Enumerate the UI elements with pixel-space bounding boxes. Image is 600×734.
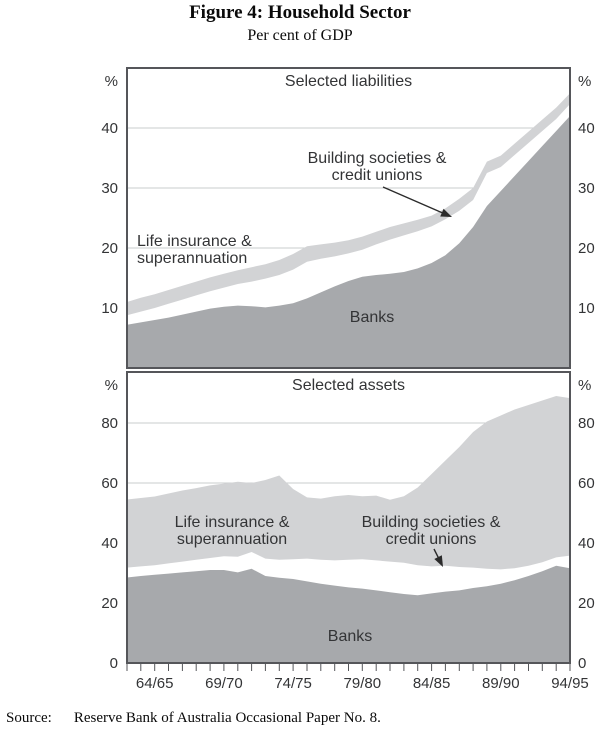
- unit-label-left: %: [104, 377, 118, 394]
- ytick-right-40: 40: [578, 120, 595, 137]
- ytick-right-30: 30: [578, 180, 595, 197]
- xtick-label-79-80: 79/80: [343, 675, 382, 692]
- annotation-text: Banks: [327, 628, 373, 645]
- ytick-left-40: 40: [101, 120, 118, 137]
- annotation-lis-label: [137, 233, 252, 267]
- annotation-arrow-line: [383, 187, 446, 214]
- xtick-label-94-95: 94/95: [551, 675, 589, 692]
- unit-label-right: %: [578, 377, 592, 394]
- annotation-text: Banks: [349, 309, 395, 326]
- panel-liabilities: [101, 68, 594, 368]
- annotation-lis-label: [175, 514, 290, 548]
- annotation-text: Building societies &: [307, 150, 447, 167]
- annotation-text: Building societies &: [361, 514, 501, 531]
- ytick-left-20: 20: [101, 240, 118, 257]
- xtick-label-84-85: 84/85: [412, 675, 451, 692]
- panel-title: Selected liabilities: [284, 73, 413, 90]
- figure-title: Figure 4: Household Sector: [189, 2, 411, 23]
- ytick-right-0: 0: [578, 655, 587, 672]
- annotation-text: superannuation: [176, 531, 288, 548]
- panel-assets: [101, 372, 594, 692]
- ytick-left-10: 10: [101, 300, 118, 317]
- annotation-bscu-label: [308, 150, 452, 217]
- ytick-left-40: 40: [101, 535, 118, 552]
- figure-subtitle: Per cent of GDP: [247, 27, 353, 44]
- annotation-text: Life insurance &: [174, 514, 290, 531]
- annotation-text: credit unions: [385, 531, 477, 548]
- ytick-left-60: 60: [101, 475, 118, 492]
- ytick-right-20: 20: [578, 595, 595, 612]
- ytick-right-60: 60: [578, 475, 595, 492]
- annotation-text: superannuation: [137, 250, 248, 267]
- ytick-left-20: 20: [101, 595, 118, 612]
- ytick-right-40: 40: [578, 535, 595, 552]
- unit-label-left: %: [104, 73, 118, 90]
- xtick-label-89-90: 89/90: [482, 675, 520, 692]
- xtick-label-69-70: 69/70: [205, 675, 243, 692]
- annotation-banks-label: [350, 309, 394, 326]
- annotation-banks-label: [328, 628, 372, 645]
- ytick-right-20: 20: [578, 240, 595, 257]
- annotation-text: Life insurance &: [137, 233, 252, 250]
- ytick-right-80: 80: [578, 415, 595, 432]
- ytick-right-10: 10: [578, 300, 595, 317]
- xtick-label-64-65: 64/65: [135, 675, 174, 692]
- unit-label-right: %: [578, 73, 592, 90]
- panel-title: Selected assets: [292, 377, 405, 394]
- ytick-left-80: 80: [101, 415, 118, 432]
- source-text: Reserve Bank of Australia Occasional Paper No. 8.: [73, 710, 381, 726]
- xtick-label-74-75: 74/75: [274, 675, 312, 692]
- source-line: [6, 710, 381, 727]
- ytick-left-0: 0: [109, 655, 118, 672]
- source-label: Source:: [6, 710, 52, 726]
- ytick-left-30: 30: [101, 180, 118, 197]
- annotation-text: credit unions: [331, 167, 423, 184]
